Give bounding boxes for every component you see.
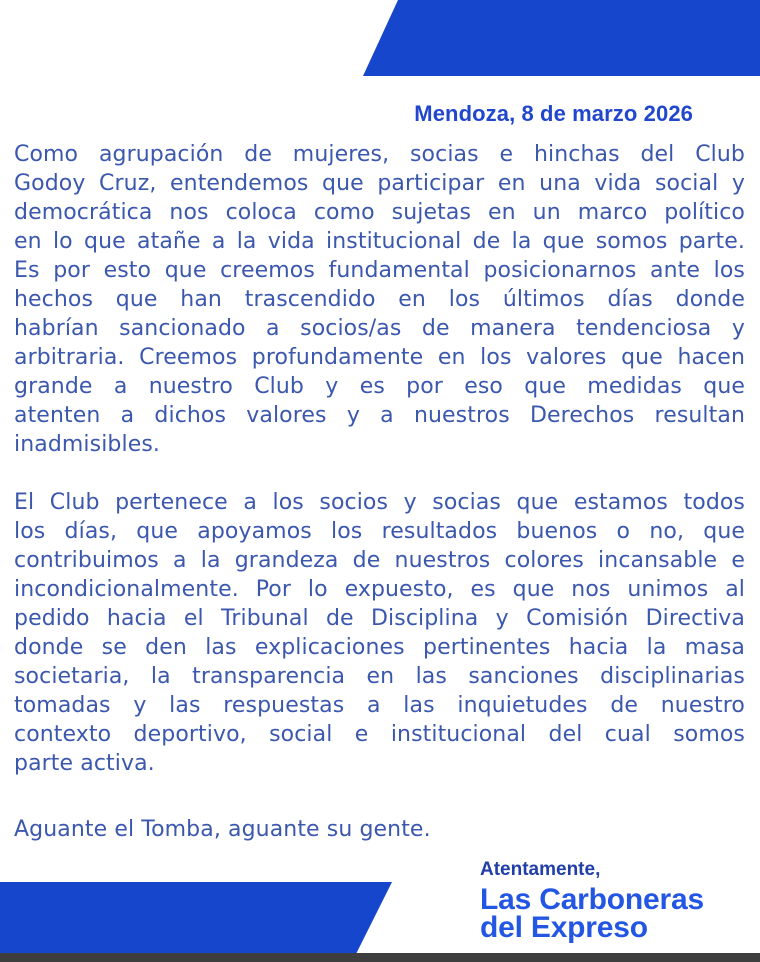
bottom-footer-bar [0, 953, 760, 962]
text-line: El Club pertenece a los socios y socias que estamos todos [14, 490, 745, 515]
text-line: societaria, la transparencia en las sanciones disciplinarias [14, 664, 745, 689]
signature-block [480, 858, 704, 942]
text-line: Como agrupación de mujeres, socias e hinchas del Club [14, 142, 745, 167]
text-line: los días, que apoyamos los resultados buenos o no, que [14, 519, 745, 544]
text-line: pedido hacia el Tribunal de Disciplina y Comisión Directiva [14, 606, 745, 631]
text-line: grande a nuestro Club y es por eso que medidas que [14, 374, 745, 399]
text-line: Godoy Cruz, entendemos que participar en una vida social y [14, 171, 745, 196]
signature-name-line-2: del Expreso [480, 911, 648, 944]
text-line: parte activa. [14, 751, 155, 776]
text-line: tomadas y las respuestas a las inquietudes de nuestro [14, 693, 745, 718]
date-line: Mendoza, 8 de marzo 2026 [414, 101, 693, 126]
signature-name-line-1: Las Carboneras [480, 883, 704, 916]
statement-body [14, 140, 745, 844]
text-line: habrían sancionado a socios/as de manera tendenciosa y [14, 316, 745, 341]
text-line: inadmisibles. [14, 432, 160, 457]
signature-salutation: Atentamente, [480, 859, 601, 880]
closing-line: Aguante el Tomba, aguante su gente. [14, 817, 431, 842]
text-line: atenten a dichos valores y a nuestros Derechos resultan [14, 403, 745, 428]
text-line: Es por esto que creemos fundamental posicionarnos ante los [14, 258, 745, 283]
top-banner-shape [0, 0, 760, 76]
text-line: donde se den las explicaciones pertinentes hacia la masa [14, 635, 745, 660]
text-line: en lo que atañe a la vida institucional de la que somos parte. [14, 229, 745, 254]
text-line: hechos que han trascendido en los últimos días donde [14, 287, 745, 312]
text-line: contribuimos a la grandeza de nuestros colores incansable e [14, 548, 745, 573]
text-line: democrática nos coloca como sujetas en un marco político [14, 200, 745, 225]
paragraph-2 [14, 488, 745, 778]
paragraph-1 [14, 140, 745, 459]
text-line: incondicionalmente. Por lo expuesto, es que nos unimos al [14, 577, 745, 602]
text-line: arbitraria. Creemos profundamente en los valores que hacen [14, 345, 745, 370]
text-line: contexto deportivo, social e institucional del cual somos [14, 722, 745, 747]
